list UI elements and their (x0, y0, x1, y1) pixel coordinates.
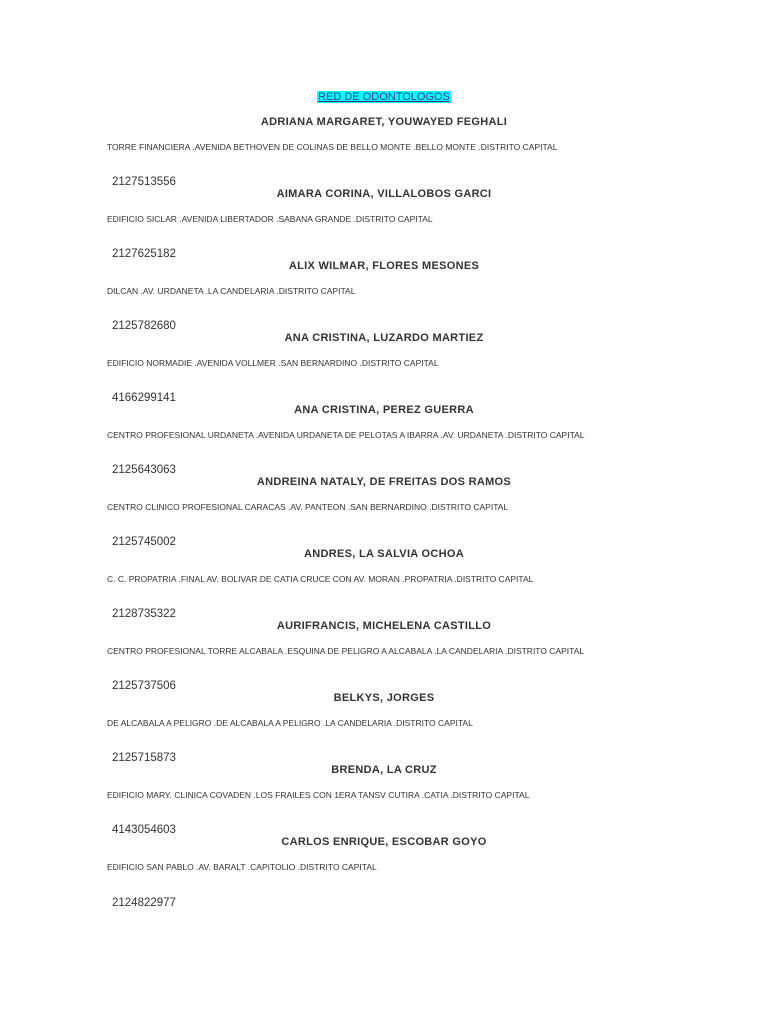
dentist-address: C. C. PROPATRIA .FINAL AV. BOLIVAR DE CATIA CRUCE CON AV. MORAN .PROPATRIA .DISTRITO CAPITAL (107, 574, 534, 584)
dentist-name: CARLOS ENRIQUE, ESCOBAR GOYO (281, 836, 487, 848)
dentist-entry (0, 319, 768, 391)
dentist-name: AURIFRANCIS, MICHELENA CASTILLO (276, 620, 492, 632)
phone-number: 2128735322 (112, 608, 176, 620)
phone-number: 4143054603 (112, 824, 176, 836)
dentist-entry (0, 175, 768, 247)
dentist-entry (0, 247, 768, 319)
dentist-name: ALIX WILMAR, FLORES MESONES (288, 260, 480, 272)
dentist-address: DILCAN .AV. URDANETA .LA CANDELARIA .DISTRITO CAPITAL (107, 286, 356, 296)
dentist-entry (0, 103, 768, 175)
dentist-address: CENTRO CLINICO PROFESIONAL CARACAS .AV. PANTEON .SAN BERNARDINO .DISTRITO CAPITAL (107, 502, 509, 512)
dentist-address: DE ALCABALA A PELIGRO .DE ALCABALA A PELIGRO .LA CANDELARIA .DISTRITO CAPITAL (107, 718, 473, 728)
dentist-entry (0, 607, 768, 679)
phone-number: 2125745002 (112, 536, 176, 548)
document-title (0, 90, 768, 104)
dentist-entry (0, 679, 768, 751)
document-title-link[interactable]: RED DE ODONTOLOGOS (318, 91, 450, 103)
dentist-entry (0, 463, 768, 535)
phone-number: 2127625182 (112, 248, 176, 260)
dentist-entry (0, 823, 768, 895)
dentist-name: BRENDA, LA CRUZ (331, 764, 437, 776)
dentist-name: BELKYS, JORGES (333, 692, 435, 704)
dentist-name: ADRIANA MARGARET, YOUWAYED FEGHALI (260, 116, 508, 128)
dentist-address: CENTRO PROFESIONAL URDANETA .AVENIDA URDANETA DE PELOTAS A IBARRA .AV. URDANETA .DISTRITO CAPITAL (107, 430, 585, 440)
dentist-address: EDIFICIO SAN PABLO .AV. BARALT .CAPITOLIO .DISTRITO CAPITAL (107, 862, 377, 872)
phone-number: 2125737506 (112, 680, 176, 692)
dentist-address: TORRE FINANCIERA .AVENIDA BETHOVEN DE COLINAS DE BELLO MONTE .BELLO MONTE .DISTRITO CAPITAL (107, 142, 558, 152)
phone-number: 4166299141 (112, 392, 176, 404)
dentist-entry (0, 751, 768, 823)
dentist-address: EDIFICIO NORMADIE .AVENIDA VOLLMER .SAN BERNARDINO .DISTRITO CAPITAL (107, 358, 439, 368)
phone-number: 2124822977 (112, 897, 176, 909)
dentist-name: ANDRES, LA SALVIA OCHOA (304, 548, 464, 560)
dentist-address: CENTRO PROFESIONAL TORRE ALCABALA .ESQUINA DE PELIGRO A ALCABALA .LA CANDELARIA .DISTRITO CAPITAL (107, 646, 585, 656)
dentist-address: EDIFICIO MARY. CLINICA COVADEN .LOS FRAILES CON 1ERA TANSV CUTIRA .CATIA .DISTRITO CAPITAL (107, 790, 530, 800)
phone-number: 2127513556 (112, 176, 176, 188)
phone-number: 2125715873 (112, 752, 176, 764)
dentist-name: AIMARA CORINA, VILLALOBOS GARCI (276, 188, 492, 200)
dentist-name: ANDREINA NATALY, DE FREITAS DOS RAMOS (256, 476, 512, 488)
phone-number: 2125643063 (112, 464, 176, 476)
phone-number: 2125782680 (112, 320, 176, 332)
dentist-entry (0, 535, 768, 607)
dentist-name: ANA CRISTINA, PEREZ GUERRA (294, 404, 474, 416)
dentist-entry (0, 391, 768, 463)
dentist-address: EDIFICIO SICLAR .AVENIDA LIBERTADOR .SABANA GRANDE .DISTRITO CAPITAL (107, 214, 433, 224)
dentist-name: ANA CRISTINA, LUZARDO MARTIEZ (284, 332, 484, 344)
